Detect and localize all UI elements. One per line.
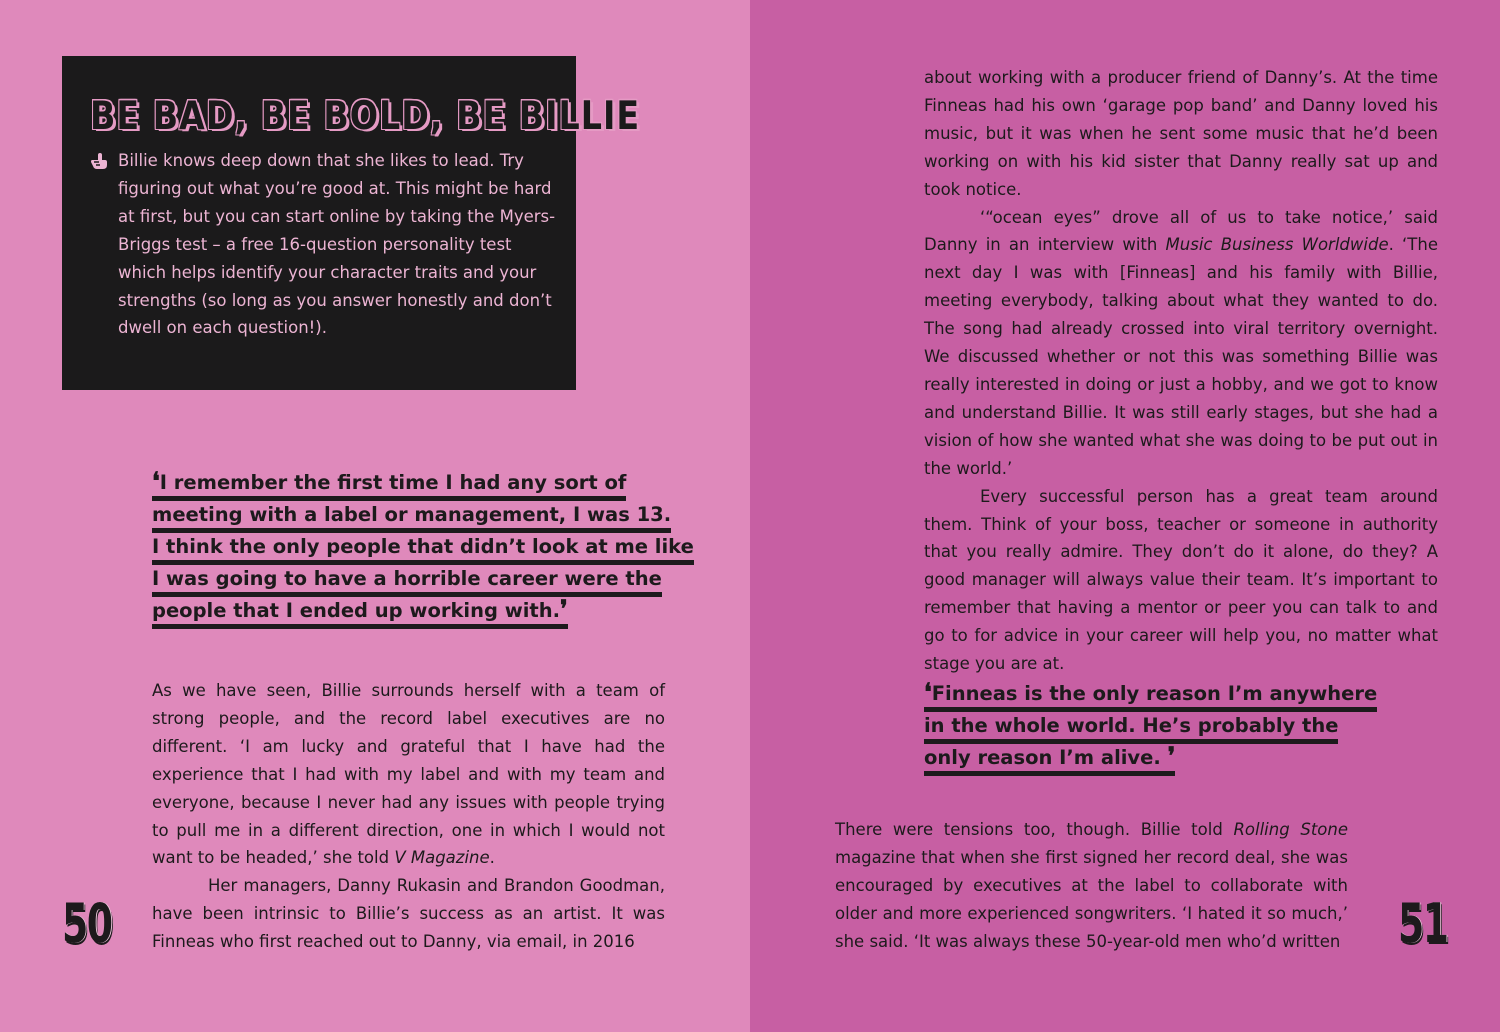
body-text-right-bottom: There were tensions too, though. Billie told Rolling Stone magazine that when she first signed her record deal, she was encouraged by executives at the label to collaborate with older and more experienced songwriters. ‘I hated it so much,’ she said. ‘It was always these 50-year-old men who’d written [835,820,1348,951]
quote-line: I was going to have a horrible career were the [152,566,662,597]
pull-quote-left [152,466,694,635]
hand-pointer-icon [90,152,108,170]
open-quote-mark: ❛ [924,677,932,706]
close-quote-mark: ❜ [560,594,568,623]
quote-line: ❛I remember the first time I had any sort of [152,470,626,501]
publication-title: V Magazine [394,848,490,868]
paragraph: Her managers, Danny Rukasin and Brandon Goodman, have been intrinsic to Billie’s success as an artist. It was Finneas who first reached out to Danny, via email, in 2016 [152,876,665,952]
quote-line: in the whole world. He’s probably the [924,713,1338,744]
quote-line: meeting with a label or management, I was 13. [152,502,671,533]
quote-line: only reason I’m alive. ❜ [924,745,1175,776]
paragraph: ‘“ocean eyes” drove all of us to take notice,’ said Danny in an interview with [924,207,1438,255]
tip-text: Billie knows deep down that she likes to lead. Try figuring out what you’re good at. This might be hard at first, but you can start online by taking the Myers-Briggs test – a free 16-question personality test which helps identify your character traits and your strengths (so long as you answer honestly and don’t dwell on each question!). [118,151,556,338]
tip-heading: BE BAD, BE BOLD, BE BILLIE [90,93,641,139]
quote-line: I think the only people that didn’t look at me like [152,534,694,565]
open-quote-mark: ❛ [152,466,160,495]
tip-box [62,56,641,390]
page-number: 51 [1398,892,1448,955]
publication-title: Rolling Stone [1233,820,1348,839]
pull-quote-right [924,677,1378,781]
right-page [750,0,1500,1032]
page-number: 50 [62,892,112,955]
quote-line: people that I ended up working with.❜ [152,598,568,629]
paragraph: Every successful person has a great team around them. Think of your boss, teacher or someone in authority that you really admire. They don’t do it alone, do they? A good manager will always value their team. It’s important to remember that having a mentor or peer you can talk to and go to for advice in your career will help you, no matter what stage you are at. [924,486,1438,674]
body-text-right-top: about working with a producer friend of Danny’s. At the time Finneas had his own ‘garage pop band’ and Danny loved his music, but it was when he sent some music that he’d been working on with his kid sister that Danny really sat up and took notice. ‘“ocean eyes” drove all of us to take notice,’ said Danny in an interview with Music Business Worldwide. ‘The next day I was with [Finneas] and his family with Billie, meeting everybody, talking about what they wanted to do. The song had already crossed into viral territory overnight. We discussed whether or not this was something Billie was really interested in doing or just a hobby, and we got to know and understand Billie. It was still early stages, but she had a vision of how she wanted what she was doing to be put out in the world.’ Every successful person has a great team around them. Think of your boss, teacher or someone in authority that you really admire. They don’t do it alone, do they? A good manager will always value their team. It’s important to remember that having a mentor or peer you can talk to and go to for advice in your career will help you, no matter what stage you are at. [924,68,1438,674]
paragraph: about working with a producer friend of Danny’s. At the time Finneas had his own ‘garage pop band’ and Danny loved his music, but it was when he sent some music that he’d been working on with his kid sister that Danny really sat up and took notice. [924,68,1438,199]
body-text-left: As we have seen, Billie surrounds herself with a team of strong people, and the record label executives are no different. ‘I am lucky and grateful that I have had the experience that I had with my label and with my team and everyone, because I never had any issues with people trying to pull me in a different direction, one in which I would not want to be headed,’ she told V Magazine. Her managers, Danny Rukasin and Brandon Goodman, have been intrinsic to Billie’s success as an artist. It was Finneas who first reached out to Danny, via email, in 2016 [152,681,665,952]
close-quote-mark: ❜ [1167,741,1176,770]
paragraph: As we have seen, Billie surrounds herself with a team of strong people, and the record label executives are no different. ‘I am lucky and grateful that I have had the experience that I had with my label and with my team and everyone, because I never had any issues with people trying to pull me in a different direction, one in which I would not want to be headed,’ she told [152,681,665,868]
publication-title: Music Business Worldwide [1165,235,1389,255]
quote-line: ❛Finneas is the only reason I’m anywhere [924,681,1377,712]
paragraph: There were tensions too, though. Billie told [835,820,1234,839]
